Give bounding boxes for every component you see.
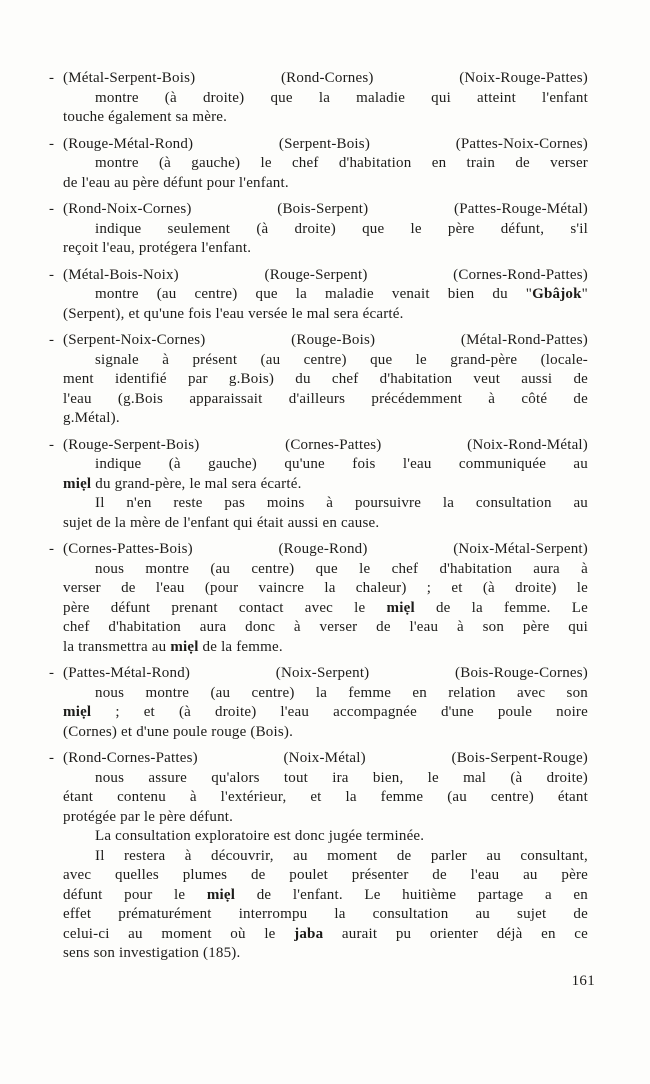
text-segment: (Cornes) et d'une poule rouge (Bois). bbox=[63, 723, 294, 740]
text-segment: (Cornes-Pattes-Bois) (Rouge-Rond) (Noix-Métal-Serpent) bbox=[63, 541, 588, 557]
text-line bbox=[63, 108, 588, 128]
text-line bbox=[63, 599, 588, 619]
text-segment: touche également sa mère. bbox=[63, 109, 228, 125]
text-segment: (Rond-Noix-Cornes) (Bois-Serpent) (Pattes-Rouge-Métal) bbox=[63, 201, 588, 217]
text-line bbox=[63, 925, 588, 945]
text-segment: de la femme. bbox=[198, 638, 283, 655]
paragraph bbox=[49, 436, 588, 534]
text-line bbox=[63, 475, 588, 495]
text-segment: signale à présent (au centre) que le grand-père (locale- bbox=[95, 351, 588, 368]
paragraph bbox=[49, 331, 588, 429]
text-line bbox=[49, 69, 588, 89]
list-dash-marker: - bbox=[49, 750, 55, 766]
text-line bbox=[63, 827, 588, 847]
text-line bbox=[63, 886, 588, 906]
text-line bbox=[63, 944, 588, 964]
text-segment: ; et (à droite) l'eau accompagnée d'une poule noire bbox=[91, 704, 588, 720]
text-line bbox=[63, 220, 588, 240]
paragraph bbox=[49, 69, 588, 128]
bold-term: miẹl bbox=[170, 638, 199, 655]
text-line bbox=[63, 788, 588, 808]
text-line bbox=[63, 409, 588, 429]
text-line bbox=[49, 266, 588, 286]
text-line bbox=[49, 135, 588, 155]
text-segment: sens son investigation (185). bbox=[63, 945, 241, 961]
text-line bbox=[63, 638, 588, 658]
text-line bbox=[63, 618, 588, 638]
text-segment: nous montre (au centre) la femme en relation avec son bbox=[95, 684, 588, 701]
text-line bbox=[63, 89, 588, 109]
text-segment: nous assure qu'alors tout ira bien, le mal (à droite) bbox=[95, 769, 588, 786]
list-dash-marker: - bbox=[49, 135, 55, 152]
text-line bbox=[63, 370, 588, 390]
text-line bbox=[49, 436, 588, 456]
text-segment: père défunt prenant contact avec le bbox=[63, 599, 387, 616]
text-segment: " bbox=[581, 286, 588, 302]
text-segment: l'eau (g.Bois apparaissait d'ailleurs précédemment à côté de bbox=[63, 390, 588, 407]
text-segment: La consultation exploratoire est donc jugée terminée. bbox=[95, 828, 425, 844]
text-segment: aurait pu orienter déjà en ce bbox=[323, 925, 588, 942]
text-segment: (Métal-Bois-Noix) (Rouge-Serpent) (Cornes-Rond-Pattes) bbox=[63, 266, 588, 283]
text-segment: Il restera à découvrir, au moment de parler au consultant, bbox=[95, 847, 588, 864]
paragraph bbox=[49, 135, 588, 194]
list-dash-marker: - bbox=[49, 665, 55, 681]
list-dash-marker: - bbox=[49, 201, 55, 217]
text-segment: (Rond-Cornes-Pattes) (Noix-Métal) (Bois-Serpent-Rouge) bbox=[63, 750, 588, 766]
text-line bbox=[63, 866, 588, 886]
bold-term: miẹl bbox=[386, 599, 415, 616]
text-line bbox=[49, 200, 588, 220]
text-segment: la transmettra au bbox=[63, 638, 171, 655]
paragraph bbox=[49, 664, 588, 742]
text-line bbox=[63, 390, 588, 410]
text-segment: avec quelles plumes de poulet présenter de l'eau au père bbox=[63, 867, 588, 883]
text-line bbox=[63, 905, 588, 925]
text-segment: effet prématurément interrompu la consultation au sujet de bbox=[63, 906, 588, 922]
text-line bbox=[63, 239, 588, 259]
text-segment: de la femme. Le bbox=[414, 599, 588, 616]
text-line bbox=[63, 154, 588, 174]
text-segment: du grand-père, le mal sera écarté. bbox=[91, 475, 302, 492]
text-segment: verser de l'eau (pour vaincre la chaleur) ; et (à droite) le bbox=[63, 580, 588, 596]
text-segment: de l'enfant. Le huitième partage a en bbox=[235, 886, 588, 903]
paragraph bbox=[49, 749, 588, 964]
text-segment: étant contenu à l'extérieur, et la femme (au centre) étant bbox=[63, 789, 588, 805]
text-segment: chef d'habitation aura donc à verser de l'eau à son père qui bbox=[63, 619, 588, 635]
text-segment: de l'eau au père défunt pour l'enfant. bbox=[63, 174, 289, 191]
text-segment: Il n'en reste pas moins à poursuivre la consultation au bbox=[95, 495, 588, 511]
list-dash-marker: - bbox=[49, 436, 55, 453]
list-dash-marker: - bbox=[49, 70, 55, 86]
text-line bbox=[63, 560, 588, 580]
list-dash-marker: - bbox=[49, 266, 55, 283]
text-segment: g.Métal). bbox=[63, 410, 120, 426]
text-segment: (Rouge-Serpent-Bois) (Cornes-Pattes) (Noix-Rond-Métal) bbox=[63, 436, 588, 453]
text-line bbox=[49, 540, 588, 560]
text-segment: protégée par le père défunt. bbox=[63, 808, 234, 825]
text-segment: défunt pour le bbox=[63, 886, 207, 903]
text-line bbox=[63, 305, 588, 325]
paragraph bbox=[49, 200, 588, 259]
text-line bbox=[63, 703, 588, 723]
text-segment: sujet de la mère de l'enfant qui était aussi en cause. bbox=[63, 514, 380, 531]
text-line bbox=[63, 808, 588, 828]
text-line bbox=[63, 351, 588, 371]
text-segment: (Serpent), et qu'une fois l'eau versée le mal sera écarté. bbox=[63, 305, 404, 322]
page-text bbox=[49, 69, 588, 964]
text-segment: nous montre (au centre) que le chef d'habitation aura à bbox=[95, 560, 588, 577]
bold-term: jaba bbox=[294, 925, 324, 942]
list-dash-marker: - bbox=[49, 541, 55, 557]
text-segment: montre (à droite) que la maladie qui atteint l'enfant bbox=[95, 89, 588, 106]
bold-term: miẹl bbox=[63, 704, 92, 720]
text-segment: (Serpent-Noix-Cornes) (Rouge-Bois) (Métal-Rond-Pattes) bbox=[63, 332, 588, 348]
text-segment: indique seulement (à droite) que le père défunt, s'il bbox=[95, 220, 588, 237]
paragraph bbox=[49, 266, 588, 325]
paragraph bbox=[49, 540, 588, 657]
text-line bbox=[63, 579, 588, 599]
text-segment: (Pattes-Métal-Rond) (Noix-Serpent) (Bois-Rouge-Cornes) bbox=[63, 665, 588, 681]
text-line bbox=[63, 285, 588, 305]
text-segment: celui-ci au moment où le bbox=[63, 925, 295, 942]
text-segment: reçoit l'eau, protégera l'enfant. bbox=[63, 240, 252, 256]
bold-term: miẹl bbox=[63, 475, 92, 492]
text-line bbox=[63, 769, 588, 789]
text-line bbox=[63, 723, 588, 743]
bold-term: miẹl bbox=[206, 886, 236, 903]
text-segment: (Rouge-Métal-Rond) (Serpent-Bois) (Pattes-Noix-Cornes) bbox=[63, 135, 588, 152]
list-dash-marker: - bbox=[49, 332, 55, 348]
text-line bbox=[63, 684, 588, 704]
text-line bbox=[63, 455, 588, 475]
text-line bbox=[49, 749, 588, 769]
text-line bbox=[63, 174, 588, 194]
text-segment: (Métal-Serpent-Bois) (Rond-Cornes) (Noix-Rouge-Pattes) bbox=[63, 70, 588, 86]
text-line bbox=[63, 514, 588, 534]
text-line bbox=[49, 664, 588, 684]
text-segment: indique (à gauche) qu'une fois l'eau communiquée au bbox=[95, 456, 588, 472]
bold-term: Gbâjok bbox=[532, 286, 582, 302]
page-number: 161 bbox=[571, 973, 595, 989]
text-line bbox=[63, 494, 588, 514]
text-segment: montre (au centre) que la maladie venait bien du " bbox=[95, 286, 533, 302]
text-segment: montre (à gauche) le chef d'habitation en train de verser bbox=[95, 155, 588, 171]
text-line bbox=[49, 331, 588, 351]
text-line bbox=[63, 847, 588, 867]
text-segment: ment identifié par g.Bois) du chef d'habitation veut aussi de bbox=[63, 371, 588, 387]
